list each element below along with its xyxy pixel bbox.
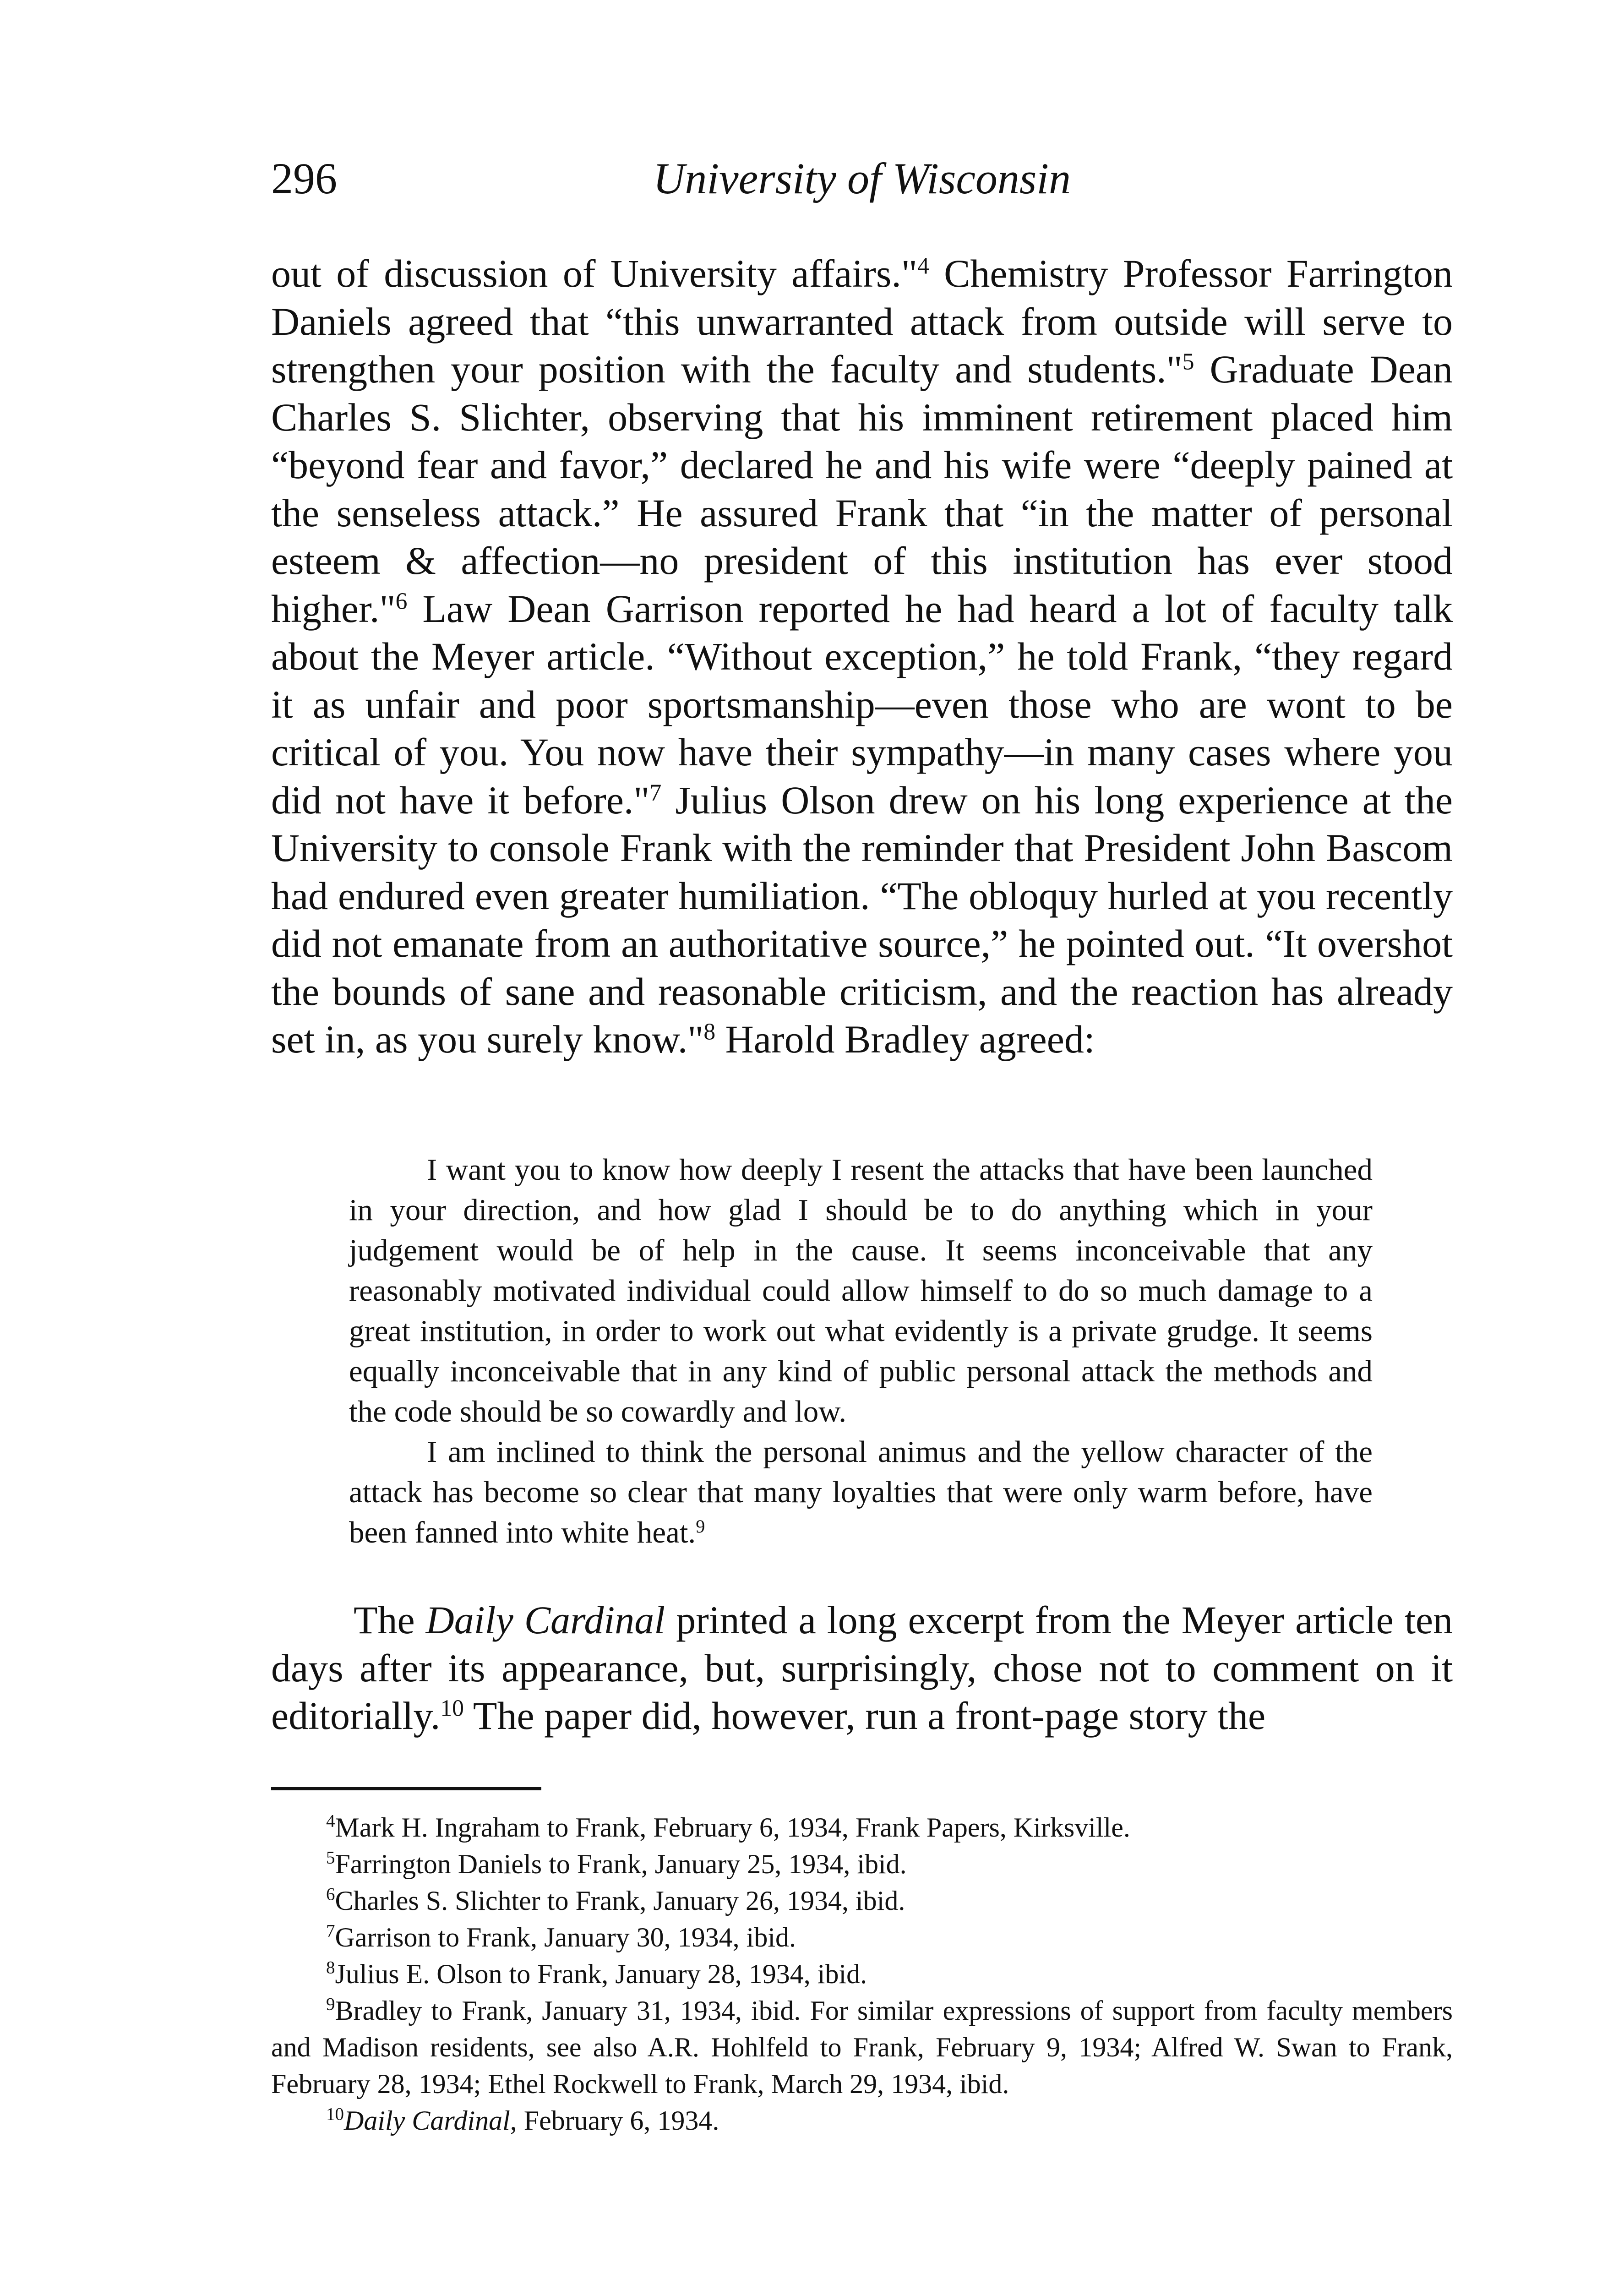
- footnote: [271, 1809, 1453, 1846]
- footnote-ref: 9: [696, 1516, 705, 1537]
- text-run: Harold Bradley agreed:: [715, 1017, 1095, 1061]
- text-run: I am inclined to think the personal animus and the yellow character of the attack has become so clear that many loyalties that were only warm before, have been fanned into white heat.: [349, 1435, 1373, 1549]
- footnote-ref: 7: [649, 780, 662, 806]
- main-paragraph: [271, 250, 1453, 1063]
- quote-paragraph: I want you to know how deeply I resent the attacks that have been launched in your direction, and how glad I should be to do anything which in your judgement would be of help in the cause. It seems inconceivable that any reasonably motivated individual could allow himself to do so much damage to a great institution, in order to work out what evidently is a private grudge. It seems equally inconceivable that in any kind of public personal attack the methods and the code should be so cowardly and low.: [349, 1153, 1373, 1429]
- text-run: The paper did, however, run a front-page story the: [463, 1694, 1266, 1738]
- footnote-text: Julius E. Olson to Frank, January 28, 1934, ibid.: [335, 1959, 867, 1989]
- footnote-text: Charles S. Slichter to Frank, January 26, 1934, ibid.: [335, 1886, 905, 1916]
- newspaper-title: Daily Cardinal: [425, 1598, 665, 1642]
- footnote-text: , February 6, 1934.: [510, 2105, 719, 2136]
- footnote-ref: 10: [440, 1695, 464, 1722]
- footnote: [271, 2102, 1453, 2139]
- footnotes: [271, 1809, 1453, 2139]
- footnote-ref: 6: [395, 588, 408, 615]
- text-run: Law Dean Garrison reported he had heard a lot of faculty talk about the Meyer article. “Without exception,” he told Frank, “they regard it as unfair and poor sportsmanship—even those who are wont to be critical of you. You now have their sympathy—in many cases where you did not have it before.": [271, 586, 1453, 822]
- second-paragraph: [271, 1596, 1453, 1740]
- footnote: [271, 1882, 1453, 1919]
- block-quote: [349, 1150, 1373, 1553]
- page-number: 296: [271, 154, 337, 203]
- footnote-number: 7: [326, 1921, 335, 1941]
- footnote: [271, 1992, 1453, 2102]
- footnote-number: 4: [326, 1811, 335, 1831]
- footnote: [271, 1956, 1453, 1992]
- footnote-number: 8: [326, 1957, 335, 1978]
- text-run: Chemistry Professor Farrington Daniels agreed that “this unwarranted attack from outside will serve to strengthen your position with the faculty and students.": [271, 251, 1453, 391]
- footnote-ref: 5: [1182, 349, 1194, 375]
- footnote-text: Garrison to Frank, January 30, 1934, ibid.: [335, 1922, 796, 1952]
- text-run: Graduate Dean Charles S. Slichter, observing that his imminent retirement placed him “beyond fear and favor,” declared he and his wife were “deeply pained at the senseless attack.” He assured Frank that “in the matter of personal esteem & affection—no president of this institution has ever stood higher.": [271, 347, 1453, 631]
- running-title: University of Wisconsin: [653, 154, 1071, 203]
- footnote-divider: [271, 1787, 541, 1790]
- footnote-text: Farrington Daniels to Frank, January 25, 1934, ibid.: [335, 1849, 907, 1879]
- footnote-text: Mark H. Ingraham to Frank, February 6, 1934, Frank Papers, Kirksville.: [335, 1812, 1130, 1843]
- text-run: Julius Olson drew on his long experience at the University to console Frank with the reminder that President John Bascom had endured even greater humiliation. “The obloquy hurled at you recently did not emanate from an authoritative source,” he pointed out. “It overshot the bounds of sane and reasonable criticism, and the reaction has already set in, as you surely know.": [271, 778, 1453, 1061]
- footnote-text: Bradley to Frank, January 31, 1934, ibid. For similar expressions of support from faculty members and Madison residents, see also A.R. Hohlfeld to Frank, February 9, 1934; Alfred W. Swan to Frank, February 28, 1934; Ethel Rockwell to Frank, March 29, 1934, ibid.: [271, 1996, 1453, 2099]
- footnote-number: 6: [326, 1884, 335, 1904]
- text-run: printed a long excerpt from the Meyer article ten days after its appearance, but, surprisingly, chose not to comment on it editorially.: [271, 1598, 1453, 1738]
- footnote: [271, 1919, 1453, 1956]
- text-run: The: [354, 1598, 426, 1642]
- footnote-number: 10: [326, 2104, 344, 2124]
- text-run: out of discussion of University affairs.": [271, 251, 917, 295]
- quote-paragraph: [349, 1432, 1373, 1553]
- footnote-number: 9: [326, 1994, 335, 2014]
- footnote-ref: 4: [917, 253, 929, 279]
- page-header: [271, 151, 1453, 206]
- footnote-title: Daily Cardinal: [344, 2105, 510, 2136]
- footnote-ref: 8: [703, 1019, 716, 1045]
- footnote: [271, 1846, 1453, 1882]
- footnote-number: 5: [326, 1848, 335, 1868]
